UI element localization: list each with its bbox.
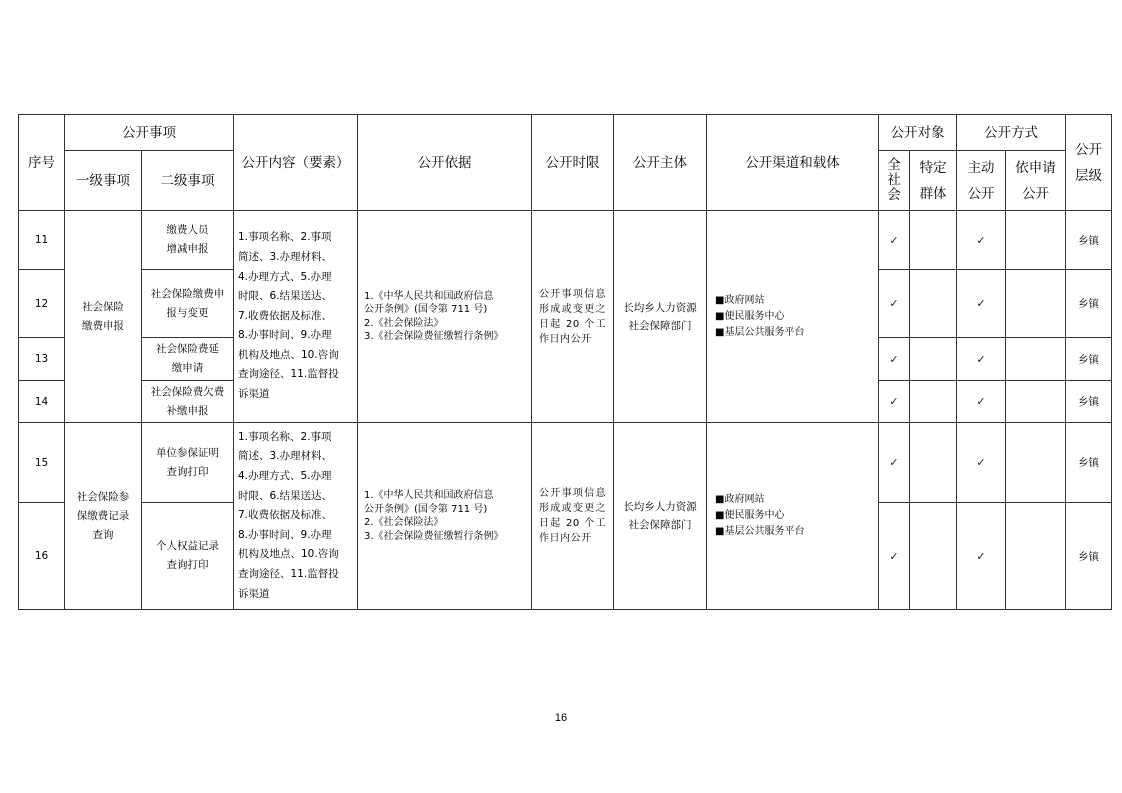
check-all-society: ✓ — [879, 423, 910, 503]
level2-item: 缴费人员 增减申报 — [142, 211, 234, 270]
disclosure-time-limit: 公开事项信息形成或变更之日起 20 个工作日内公开 — [532, 423, 614, 610]
row-level: 乡镇 — [1066, 423, 1112, 503]
check-active: ✓ — [957, 503, 1006, 610]
header-time-limit: 公开时限 — [532, 115, 614, 211]
check-specific-group — [910, 270, 957, 338]
header-row-1 — [19, 115, 1112, 151]
check-all-society: ✓ — [879, 381, 910, 423]
row-level: 乡镇 — [1066, 381, 1112, 423]
header-level2: 二级事项 — [142, 151, 234, 211]
header-method-group: 公开方式 — [957, 115, 1066, 151]
row-seq: 13 — [19, 338, 65, 381]
header-level1: 一级事项 — [65, 151, 142, 211]
header-audience-specific: 特定 群体 — [910, 151, 957, 211]
header-method-request: 依申请 公开 — [1006, 151, 1066, 211]
row-seq: 15 — [19, 423, 65, 503]
row-seq: 16 — [19, 503, 65, 610]
check-all-society: ✓ — [879, 211, 910, 270]
disclosure-channel: ■政府网站 ■便民服务中心 ■基层公共服务平台 — [707, 211, 879, 423]
check-active: ✓ — [957, 338, 1006, 381]
row-level: 乡镇 — [1066, 338, 1112, 381]
header-audience-all: 全 社 会 — [879, 151, 910, 211]
check-specific-group — [910, 423, 957, 503]
disclosure-subject: 长均乡人力资源 社会保障部门 — [614, 423, 707, 610]
check-active: ✓ — [957, 270, 1006, 338]
row-level: 乡镇 — [1066, 503, 1112, 610]
check-on-request — [1006, 270, 1066, 338]
row-seq: 11 — [19, 211, 65, 270]
level2-item: 社会保险费延 缴申请 — [142, 338, 234, 381]
check-on-request — [1006, 423, 1066, 503]
header-method-active: 主动 公开 — [957, 151, 1006, 211]
level2-item: 个人权益记录 查询打印 — [142, 503, 234, 610]
level2-item: 社会保险缴费申 报与变更 — [142, 270, 234, 338]
disclosure-content: 1.事项名称、2.事项 简述、3.办理材料、 4.办理方式、5.办理 时限、6.结果送达、 7.收费依据及标准、 8.办事时间、9.办理 机构及地点、10.咨询 查询途径、11.监督投 诉渠道 — [234, 423, 358, 610]
header-level: 公开 层级 — [1066, 115, 1112, 211]
disclosure-time-limit: 公开事项信息形成或变更之日起 20 个工作日内公开 — [532, 211, 614, 423]
level1-item: 社会保险 缴费申报 — [65, 211, 142, 423]
check-on-request — [1006, 503, 1066, 610]
table-row — [19, 211, 1112, 270]
check-specific-group — [910, 503, 957, 610]
disclosure-channel: ■政府网站 ■便民服务中心 ■基层公共服务平台 — [707, 423, 879, 610]
check-specific-group — [910, 338, 957, 381]
header-audience-group: 公开对象 — [879, 115, 957, 151]
header-channel: 公开渠道和载体 — [707, 115, 879, 211]
row-level: 乡镇 — [1066, 211, 1112, 270]
level2-item: 社会保险费欠费 补缴申报 — [142, 381, 234, 423]
page-number: 16 — [554, 712, 568, 724]
disclosure-basis: 1.《中华人民共和国政府信息 公开条例》(国令第 711 号) 2.《社会保险法》 3.《社会保险费征缴暂行条例》 — [358, 423, 532, 610]
check-specific-group — [910, 381, 957, 423]
disclosure-table — [18, 114, 1112, 610]
header-content: 公开内容（要素） — [234, 115, 358, 211]
header-basis: 公开依据 — [358, 115, 532, 211]
header-seq: 序号 — [19, 115, 65, 211]
row-seq: 14 — [19, 381, 65, 423]
check-all-society: ✓ — [879, 338, 910, 381]
disclosure-content: 1.事项名称、2.事项 简述、3.办理材料、 4.办理方式、5.办理 时限、6.结果送达、 7.收费依据及标准、 8.办事时间、9.办理 机构及地点、10.咨询 查询途径、11.监督投 诉渠道 — [234, 211, 358, 423]
header-subject: 公开主体 — [614, 115, 707, 211]
check-active: ✓ — [957, 211, 1006, 270]
check-active: ✓ — [957, 423, 1006, 503]
disclosure-basis: 1.《中华人民共和国政府信息 公开条例》(国令第 711 号) 2.《社会保险法》 3.《社会保险费征缴暂行条例》 — [358, 211, 532, 423]
check-all-society: ✓ — [879, 503, 910, 610]
check-on-request — [1006, 211, 1066, 270]
check-active: ✓ — [957, 381, 1006, 423]
check-all-society: ✓ — [879, 270, 910, 338]
level2-item: 单位参保证明 查询打印 — [142, 423, 234, 503]
level1-item: 社会保险参 保缴费记录 查询 — [65, 423, 142, 610]
header-item-group: 公开事项 — [65, 115, 234, 151]
row-level: 乡镇 — [1066, 270, 1112, 338]
disclosure-subject: 长均乡人力资源 社会保障部门 — [614, 211, 707, 423]
table-row — [19, 423, 1112, 503]
check-on-request — [1006, 338, 1066, 381]
check-specific-group — [910, 211, 957, 270]
check-on-request — [1006, 381, 1066, 423]
row-seq: 12 — [19, 270, 65, 338]
